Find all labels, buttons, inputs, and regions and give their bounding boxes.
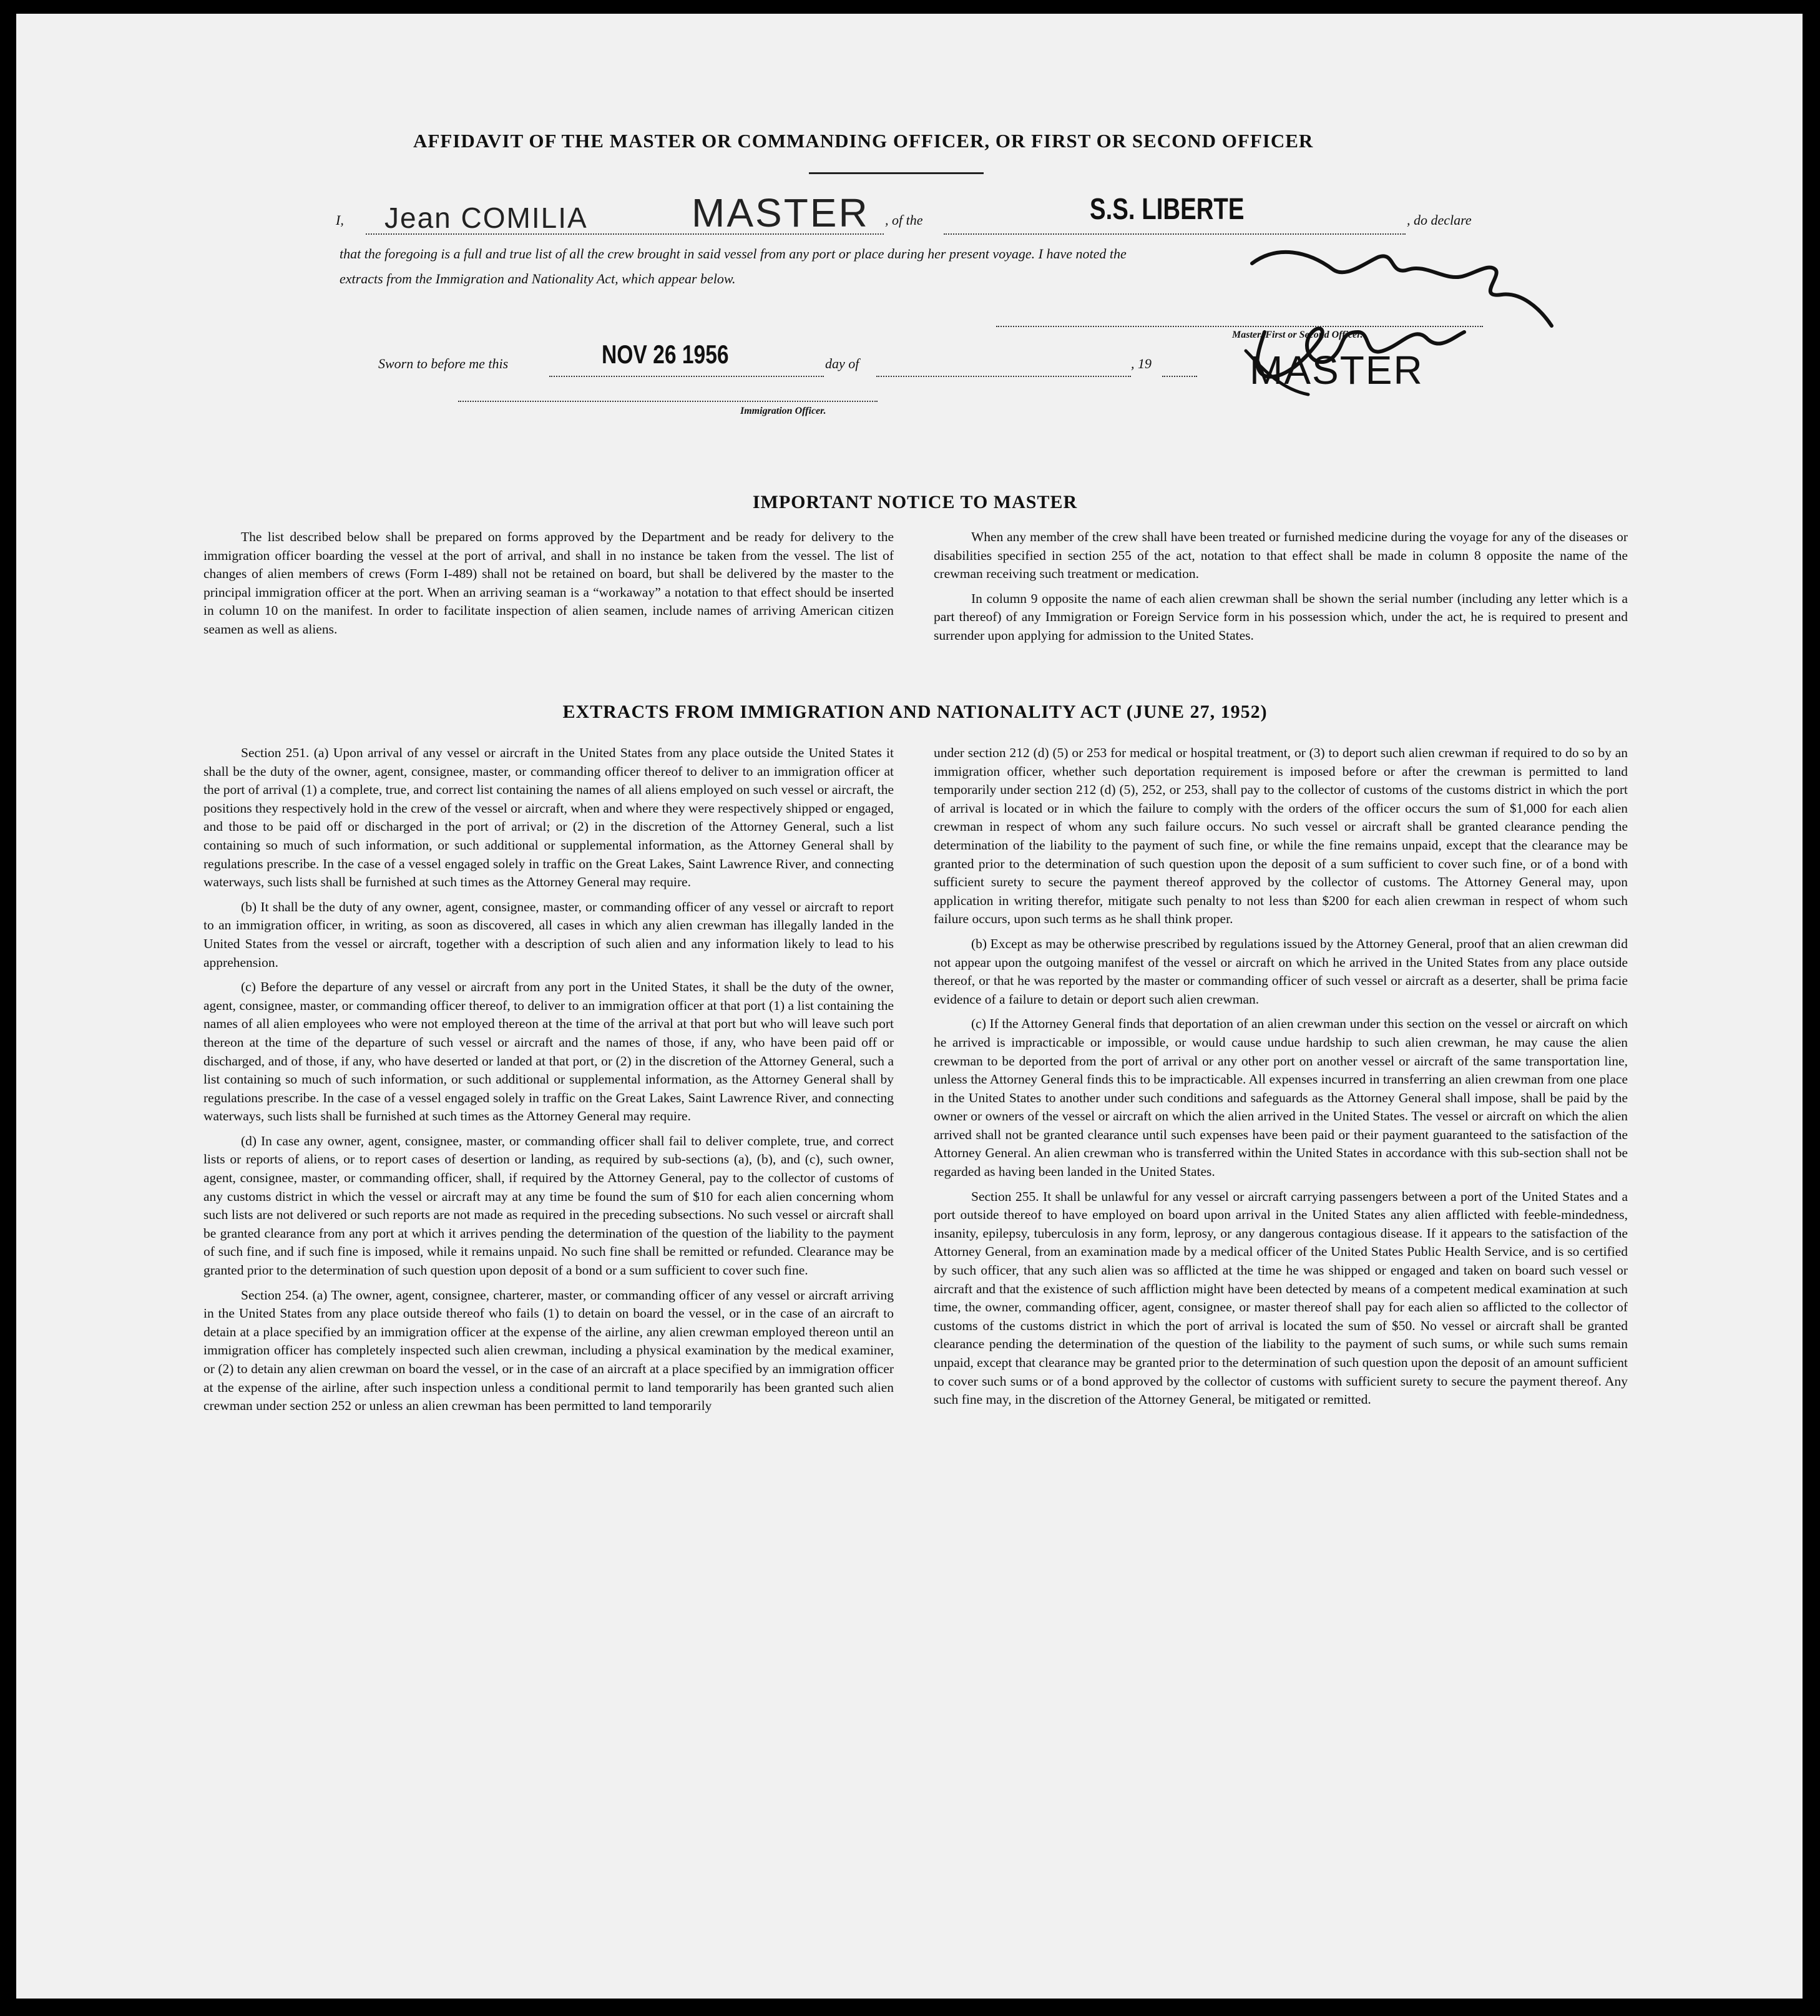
i-prefix: I,: [336, 212, 344, 228]
day-of-label: day of: [825, 356, 859, 371]
do-declare-label: , do declare: [1407, 212, 1472, 228]
name-line: [366, 233, 884, 235]
master-rank: MASTER: [692, 190, 869, 235]
section-251a: Section 251. (a) Upon arrival of any vessel or aircraft in the United States from any place outside the United States it shall be the duty of the owner, agent, consignee, master, or commanding officer thereof to deliver to an immigration officer at the port of arrival (1) a complete, true, and correct list containing the names of all aliens employed on such vessel or aircraft, the positions they respectively hold in the crew of the vessel or aircraft, when and where they were respectively shipped or engaged, and those to be paid off or discharged in the port of arrival; or (2) in the discretion of the Attorney General, such a list containing so much of such information, or such additional or supplemental information, as the Attorney General shall by regulations prescribe. In the case of a vessel engaged solely in traffic on the Great Lakes, Saint Lawrence River, and connecting waterways, such lists shall be furnished at such times as the Attorney General may require.: [203, 745, 894, 890]
section-254b: (b) Except as may be otherwise prescribed by regulations issued by the Attorney General, proof that an alien crewman did not appear upon the outgoing manifest of the vessel or aircraft on which he arrived in the United States from any place outside thereof, or that he was reported by the master or commanding officer of such vessel or aircraft as a deserter, shall be prima facie evidence of a failure to detain or deport such alien crewman.: [934, 936, 1628, 1007]
statement-line-2: extracts from the Immigration and Nationality Act, which appear below.: [340, 271, 736, 286]
sworn-date-stamp: NOV 26 1956: [602, 340, 729, 369]
officer-caption: Immigration Officer.: [740, 406, 826, 416]
section-251b: (b) It shall be the duty of any owner, agent, consignee, master, or commanding officer of any vessel or aircraft to report to an immigration officer, in writing, as soon as discovered, all cases in which any alien crewman has illegally landed in the United States from the vessel or aircraft, together with a description of such alien and any information likely to lead to his apprehension.: [203, 899, 894, 970]
section-251c: (c) Before the departure of any vessel or aircraft from any port in the United States, it shall be the duty of the owner, agent, consignee, master, or commanding officer thereof, to deliver to an immigration officer at that port (1) a list containing the names of all alien employees who were not employed thereon at the time of the arrival at that port but who will leave such port thereon at the time of the departure of such vessel or aircraft and the names of those, if any, who have been paid off or discharged, and of those, if any, who have deserted or landed at that port, or (2) in the discretion of the Attorney General, such a list containing so much of such information, or such additional or supplemental information, as the Attorney General shall by regulations prescribe. In the case of a vessel engaged solely in traffic on the Great Lakes, Saint Lawrence River, and connecting waterways, such lists shall be furnished at such times as the Attorney General may require.: [203, 979, 894, 1124]
document-sheet: [16, 14, 1803, 1999]
signer-caption: Master, First or Second Officer.: [1232, 330, 1363, 340]
of-the-label: , of the: [885, 212, 923, 228]
signer-stamp: MASTER: [1250, 348, 1424, 393]
year-prefix: , 19: [1131, 356, 1152, 371]
notice-paragraph: In column 9 opposite the name of each alien crewman shall be shown the serial number (including any letter which is a part thereof) of any Immigration or Foreign Service form in his possession which, under the act, he is required to present and surrender upon applying for admission to the United States.: [934, 590, 1628, 643]
master-name: Jean COMILIA: [384, 202, 588, 234]
vessel-line: [944, 233, 1406, 235]
notice-left-column: [203, 528, 894, 645]
statement-line-1: that the foregoing is a full and true list of all the crew brought in said vessel from any port or place during her present voyage. I have noted the: [340, 246, 1127, 262]
section-254c: (c) If the Attorney General finds that deportation of an alien crewman under this section on the vessel or aircraft on which he arrived is impracticable or impossible, or would cause undue hardship to such alien crewman, he may cause the alien crewman to be deported from the port of arrival or any other port on another vessel or aircraft of the same transportation line, unless the Attorney General finds this to be impracticable. All expenses incurred in transferring an alien crewman from one place in the United States to another under such conditions and safeguards as the Attorney General shall impose, shall be paid by the owner or owners of the vessel or aircraft on which the alien arrived in the United States. The vessel or aircraft on which the alien arrived shall not be granted clearance until such expenses have been paid or their payment guaranteed to the satisfaction of the Attorney General. An alien crewman who is transferred within the United States in accordance with this sub-section shall not be regarded as having been landed in the United States.: [934, 1016, 1628, 1180]
section-251d: (d) In case any owner, agent, consignee, master, or commanding officer shall fail to deliver complete, true, and correct lists or reports of aliens, or to report cases of desertion or landing, as required by sub-sections (a), (b), and (c), such owner, agent, consignee, master, or commanding officer, shall, if required by the Attorney General, pay to the collector of customs of any customs district in which the vessel or aircraft may at any time be found the sum of $10 for each alien concerning whom such lists are not delivered or such reports are not made as required in the preceding subsections. No such vessel or aircraft shall be granted clearance from any port at which it arrives pending the determination of the question of the liability to the payment of such fine, and if such fine is imposed, while it remains unpaid. No such fine shall be remitted or refunded. Clearance may be granted prior to the determination of such question upon deposit of a bond or a sum sufficient to cover such fine.: [203, 1133, 894, 1278]
notice-paragraph: When any member of the crew shall have been treated or furnished medicine during the voyage for any of the diseases or disabilities specified in section 255 of the act, notation to that effect shall be made in column 8 opposite the name of the crewman receiving such treatment or medication.: [934, 529, 1628, 582]
section-254a: Section 254. (a) The owner, agent, consignee, charterer, master, or commanding officer of any vessel or aircraft arriving in the United States from any place outside thereof who fails (1) to detain on board the vessel, or in the case of an aircraft to detain at a place specified by an immigration officer at the expense of the airline, any alien crewman employed thereon until an immigration officer has completely inspected such alien crewman, including a physical examination by the medical examiner, or (2) to detain any alien crewman on board the vessel, or in the case of an aircraft at a place specified by an immigration officer at the expense of the airline, after such inspection unless a conditional permit to land temporarily has been granted such alien crewman under section 252 or unless an alien crewman has been permitted to land temporarily: [203, 1287, 894, 1414]
title-underline: [809, 172, 984, 174]
signature-line: [996, 326, 1483, 327]
sworn-label: Sworn to before me this: [378, 356, 509, 371]
section-254a-continued: under section 212 (d) (5) or 253 for medical or hospital treatment, or (3) to deport such alien crewman if required to do so by an immigration officer, whether such deportation requirement is imposed before or after the crewman is permitted to land temporarily under section 212 (d) (5), 252, or 253, shall pay to the collector of customs of the customs district in which the port of arrival is located or in which the failure to comply with the orders of the officer occurs the sum of $1,000 for each alien crewman in respect of whom any such failure occurs. No such vessel or aircraft shall be granted clearance pending the determination of the liability to the payment of such fine, or while the fine remains unpaid, except that the clearance may be granted prior to the determination of such question upon the deposit of a sum sufficient to cover such fine, or of a bond with sufficient surety to secure the payment thereof approved by the collector of customs. The Attorney General may, upon application in writing therefor, mitigate such penalty to not less than $200 for each alien crewman in respect of whom such failure occurs, upon such terms as he shall think proper.: [934, 745, 1628, 927]
year-line: [1162, 376, 1197, 377]
extracts-left-column: [203, 744, 894, 1980]
section-255: Section 255. It shall be unlawful for any vessel or aircraft carrying passengers between a port of the United States and a port outside thereof to have employed on board upon arrival in the United States any alien afflicted with feeble-mindedness, insanity, epilepsy, tuberculosis in any form, leprosy, or any dangerous contagious disease. If it appears to the satisfaction of the Attorney General, from an examination made by a medical officer of the United States Public Health Service, and is so certified by such officer, that any such alien was so afflicted at the time he was shipped or engaged and taken on board such vessel or aircraft and that the existence of such affliction might have been detected by means of a competent medical examination at such time, the owner, commanding officer, agent, consignee, or master thereof shall pay for each alien so afflicted to the collector of customs of the customs district in which the port of arrival is located the sum of $50. No vessel or aircraft shall be granted clearance pending the determination of the question of the liability to the payment of such sums, or while such sums remain unpaid, except that clearance may be granted prior to the determination of such question upon the deposit of an amount sufficient to cover such sums or of a bond approved by the collector of customs with sufficient surety to secure the payment thereof. Any such fine may, in the discretion of the Attorney General, be mitigated or remitted.: [934, 1188, 1628, 1407]
notice-paragraph: The list described below shall be prepared on forms approved by the Department and be ready for delivery to the immigration officer boarding the vessel at the port of arrival, and shall in no instance be taken from the vessel. The list of changes of alien members of crews (Form I-489) shall not be retained on board, but shall be delivered by the master to the principal immigration officer at the port. When an arriving seaman is a “workaway” a notation to that effect should be inserted in column 10 on the manifest. In order to facilitate inspection of alien seamen, include names of arriving American citizen seamen as well as aliens.: [203, 529, 894, 637]
extracts-right-column: [934, 744, 1628, 1980]
notice-title: IMPORTANT NOTICE TO MASTER: [752, 492, 1078, 512]
extracts-title: EXTRACTS FROM IMMIGRATION AND NATIONALITY ACT (JUNE 27, 1952): [562, 702, 1268, 722]
vessel-name: S.S. LIBERTE: [1090, 193, 1245, 226]
affidavit-title: AFFIDAVIT OF THE MASTER OR COMMANDING OFFICER, OR FIRST OR SECOND OFFICER: [413, 130, 1314, 152]
month-line: [876, 376, 1131, 377]
notice-right-column: [934, 528, 1628, 652]
officer-signature-line: [458, 401, 878, 402]
sworn-date-line: [549, 376, 824, 377]
